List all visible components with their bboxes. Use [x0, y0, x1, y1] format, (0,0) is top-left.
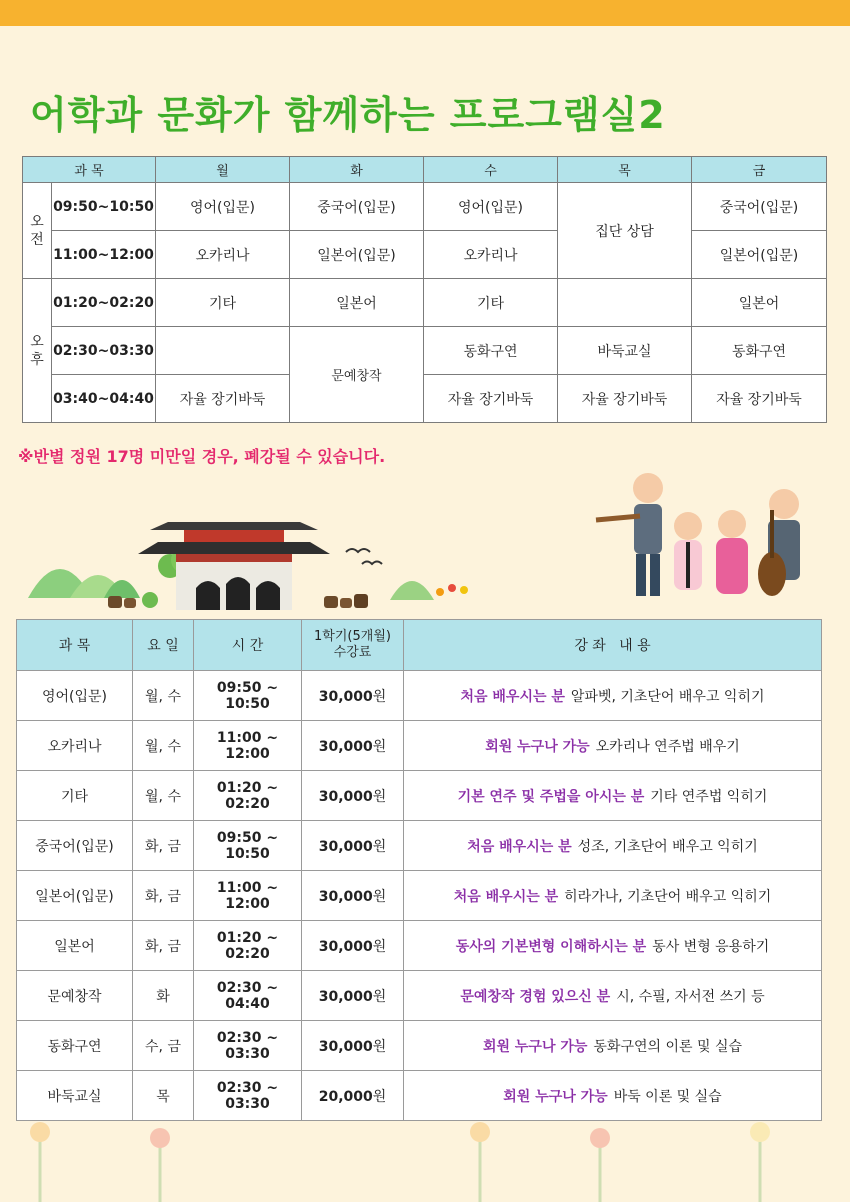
course-subject: 일본어(입문) — [17, 871, 133, 921]
price-amount: 30,000 — [318, 888, 373, 905]
schedule-header-mon: 월 — [156, 157, 290, 183]
price-amount: 30,000 — [318, 838, 373, 855]
schedule-header-tue: 화 — [290, 157, 424, 183]
time-slot: 02:30~03:30 — [52, 327, 156, 375]
top-color-bar — [0, 0, 850, 26]
course-description — [404, 821, 822, 871]
schedule-row — [23, 327, 827, 375]
fee-row — [17, 1021, 822, 1071]
course-price — [302, 721, 404, 771]
price-amount: 30,000 — [318, 738, 373, 755]
fee-row — [17, 871, 822, 921]
course-subject: 동화구연 — [17, 1021, 133, 1071]
schedule-cell-tue-afternoon: 문예창작 — [290, 327, 424, 423]
fee-header-content: 강 좌 내 용 — [404, 620, 822, 671]
target-audience: 기본 연주 및 주법을 아시는 분 — [457, 788, 645, 805]
schedule-cell: 영어(입문) — [156, 183, 290, 231]
schedule-cell: 기타 — [156, 279, 290, 327]
target-audience: 동사의 기본변형 이해하시는 분 — [455, 938, 647, 955]
time-slot: 03:40~04:40 — [52, 375, 156, 423]
price-unit: 원 — [372, 988, 387, 1005]
course-time: 01:20 ~ 02:20 — [194, 771, 302, 821]
schedule-header-subject: 과 목 — [23, 157, 156, 183]
course-time: 02:30 ~ 04:40 — [194, 971, 302, 1021]
fee-row — [17, 671, 822, 721]
schedule-cell: 일본어 — [692, 279, 827, 327]
schedule-cell: 자율 장기바둑 — [156, 375, 290, 423]
course-days: 목 — [133, 1071, 194, 1121]
price-amount: 30,000 — [318, 988, 373, 1005]
fee-header-fee-line2: 수강료 — [333, 645, 372, 660]
closure-notice: ※반별 정원 17명 미만일 경우, 폐강될 수 있습니다. — [18, 447, 386, 466]
course-days: 수, 금 — [133, 1021, 194, 1071]
target-audience: 문예창작 경험 있으신 분 — [460, 988, 611, 1005]
schedule-cell — [156, 327, 290, 375]
schedule-header-wed: 수 — [424, 157, 558, 183]
target-audience: 처음 배우시는 분 — [460, 688, 565, 705]
course-price — [302, 971, 404, 1021]
schedule-row — [23, 231, 827, 279]
course-time: 09:50 ~ 10:50 — [194, 821, 302, 871]
schedule-cell: 중국어(입문) — [290, 183, 424, 231]
target-audience: 회원 누구나 가능 — [482, 1038, 588, 1055]
course-content: 시, 수필, 자서전 쓰기 등 — [616, 988, 765, 1005]
price-amount: 20,000 — [318, 1088, 373, 1105]
target-audience: 회원 누구나 가능 — [485, 738, 590, 755]
price-amount: 30,000 — [318, 1038, 373, 1055]
decorative-illustration — [0, 470, 850, 620]
course-time: 02:30 ~ 03:30 — [194, 1021, 302, 1071]
price-amount: 30,000 — [318, 688, 373, 705]
flower-border-decoration — [0, 1110, 850, 1202]
schedule-cell: 중국어(입문) — [692, 183, 827, 231]
schedule-cell: 동화구연 — [692, 327, 827, 375]
price-unit: 원 — [372, 788, 387, 805]
fee-header-fee — [302, 620, 404, 671]
birds-icon — [346, 549, 382, 564]
schedule-row — [23, 183, 827, 231]
price-unit: 원 — [372, 1038, 387, 1055]
course-time: 09:50 ~ 10:50 — [194, 671, 302, 721]
schedule-cell: 기타 — [424, 279, 558, 327]
target-audience: 처음 배우시는 분 — [453, 888, 559, 905]
course-content: 알파벳, 기초단어 배우고 익히기 — [570, 688, 765, 705]
course-days: 화, 금 — [133, 921, 194, 971]
fee-row — [17, 721, 822, 771]
price-unit: 원 — [372, 738, 387, 755]
course-days: 화, 금 — [133, 821, 194, 871]
schedule-row — [23, 375, 827, 423]
course-days: 월, 수 — [133, 721, 194, 771]
course-subject: 문예창작 — [17, 971, 133, 1021]
course-description — [404, 671, 822, 721]
target-audience: 처음 배우시는 분 — [467, 838, 572, 855]
course-time: 11:00 ~ 12:00 — [194, 721, 302, 771]
course-fee-table — [16, 619, 822, 1121]
time-slot: 09:50~10:50 — [52, 183, 156, 231]
fee-row — [17, 771, 822, 821]
tulip-icon — [30, 1122, 770, 1202]
price-unit: 원 — [372, 888, 387, 905]
course-price — [302, 1021, 404, 1071]
schedule-cell: 오카리나 — [424, 231, 558, 279]
schedule-header-row — [23, 157, 827, 183]
fee-row — [17, 821, 822, 871]
course-days: 월, 수 — [133, 671, 194, 721]
course-price — [302, 871, 404, 921]
course-days: 화, 금 — [133, 871, 194, 921]
course-price — [302, 921, 404, 971]
course-subject: 일본어 — [17, 921, 133, 971]
schedule-cell: 동화구연 — [424, 327, 558, 375]
course-description — [404, 871, 822, 921]
schedule-cell — [558, 279, 692, 327]
flowers-icon — [436, 584, 468, 596]
schedule-cell: 자율 장기바둑 — [558, 375, 692, 423]
fee-header-time: 시 간 — [194, 620, 302, 671]
course-description — [404, 921, 822, 971]
price-unit: 원 — [372, 1088, 387, 1105]
course-description — [404, 971, 822, 1021]
course-days: 월, 수 — [133, 771, 194, 821]
schedule-header-thu: 목 — [558, 157, 692, 183]
schedule-row — [23, 279, 827, 327]
course-subject: 기타 — [17, 771, 133, 821]
fee-row — [17, 921, 822, 971]
weekly-schedule-table — [22, 156, 827, 423]
time-slot: 01:20~02:20 — [52, 279, 156, 327]
course-subject: 영어(입문) — [17, 671, 133, 721]
course-content: 히라가나, 기초단어 배우고 익히기 — [564, 888, 772, 905]
schedule-cell: 자율 장기바둑 — [424, 375, 558, 423]
course-content: 바둑 이론 및 실습 — [613, 1088, 722, 1105]
price-amount: 30,000 — [318, 788, 373, 805]
price-unit: 원 — [372, 688, 387, 705]
period-afternoon-label: 오 후 — [23, 279, 52, 423]
senior-musicians-icon — [596, 473, 800, 596]
course-content: 기타 연주법 익히기 — [650, 788, 768, 805]
schedule-cell: 일본어(입문) — [290, 231, 424, 279]
time-slot: 11:00~12:00 — [52, 231, 156, 279]
fee-header-subject: 과 목 — [17, 620, 133, 671]
page-title: 어학과 문화가 함께하는 프로그램실2 — [30, 93, 666, 137]
course-content: 동화구연의 이론 및 실습 — [593, 1038, 742, 1055]
fee-row — [17, 971, 822, 1021]
course-description — [404, 771, 822, 821]
period-morning-label: 오 전 — [23, 183, 52, 279]
target-audience: 회원 누구나 가능 — [503, 1088, 608, 1105]
schedule-cell: 오카리나 — [156, 231, 290, 279]
price-unit: 원 — [372, 938, 387, 955]
course-description — [404, 1021, 822, 1071]
course-subject: 바둑교실 — [17, 1071, 133, 1121]
course-time: 02:30 ~ 03:30 — [194, 1071, 302, 1121]
course-description — [404, 721, 822, 771]
schedule-header-fri: 금 — [692, 157, 827, 183]
schedule-cell: 자율 장기바둑 — [692, 375, 827, 423]
course-content: 오카리나 연주법 배우기 — [595, 738, 740, 755]
course-content: 동사 변형 응용하기 — [652, 938, 770, 955]
schedule-cell: 바둑교실 — [558, 327, 692, 375]
course-price — [302, 771, 404, 821]
course-time: 11:00 ~ 12:00 — [194, 871, 302, 921]
price-unit: 원 — [372, 838, 387, 855]
course-price — [302, 671, 404, 721]
course-content: 성조, 기초단어 배우고 익히기 — [577, 838, 758, 855]
course-subject: 오카리나 — [17, 721, 133, 771]
schedule-cell: 일본어 — [290, 279, 424, 327]
schedule-cell: 일본어(입문) — [692, 231, 827, 279]
course-days: 화 — [133, 971, 194, 1021]
price-amount: 30,000 — [318, 938, 373, 955]
course-time: 01:20 ~ 02:20 — [194, 921, 302, 971]
schedule-cell: 영어(입문) — [424, 183, 558, 231]
schedule-cell-thu-morning: 집단 상담 — [558, 183, 692, 279]
course-price — [302, 821, 404, 871]
course-subject: 중국어(입문) — [17, 821, 133, 871]
fee-header-days: 요 일 — [133, 620, 194, 671]
fee-header-fee-line1: 1학기(5개월) — [314, 629, 391, 644]
fee-header-row — [17, 620, 822, 671]
